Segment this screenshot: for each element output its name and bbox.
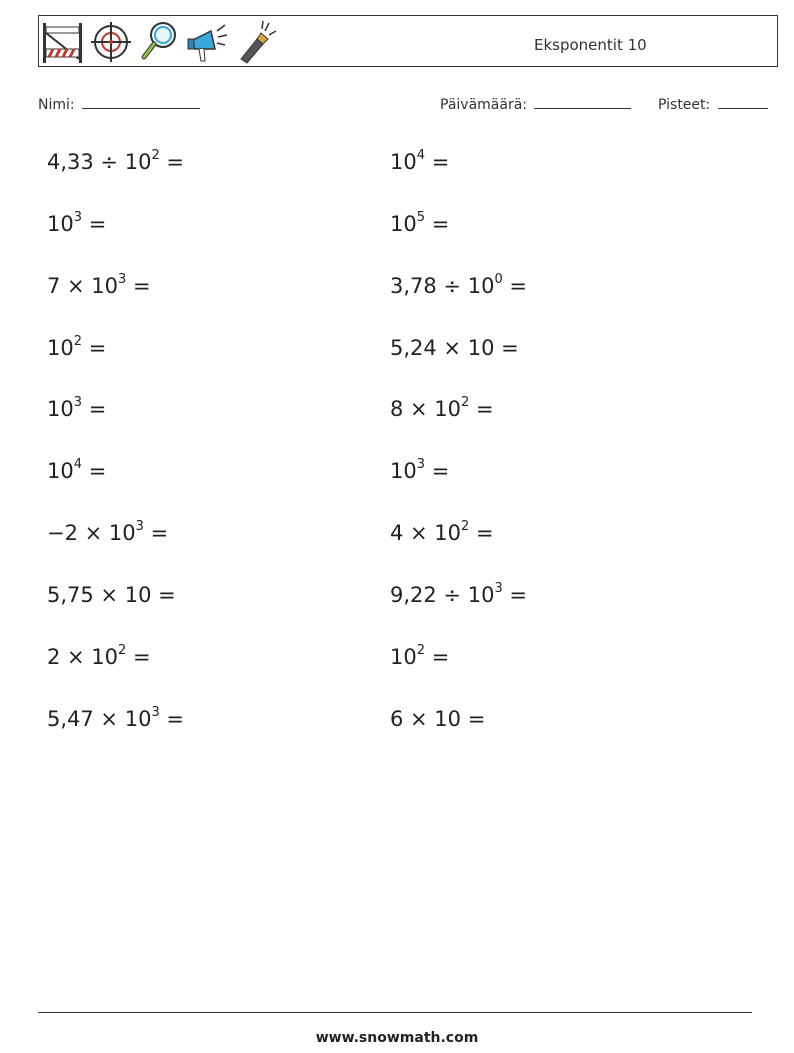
score-label: Pisteet:: [658, 97, 711, 113]
name-label: Nimi:: [38, 97, 75, 113]
problem-20: 6 × 10 =: [390, 707, 486, 731]
problem-3: $10^3$ =: [47, 210, 107, 236]
problem-2: $10^4$ =: [390, 148, 450, 174]
problem-7: $10^2$ =: [47, 334, 107, 360]
problem-8: 5,24 × 10 =: [390, 336, 519, 360]
date-label: Päivämäärä:: [440, 97, 527, 113]
problem-4: $10^5$ =: [390, 210, 450, 236]
problem-5: $7 \times 10^3$ =: [47, 272, 151, 298]
page-title: Eksponentit 10: [534, 36, 647, 54]
problem-6: $3,78 \div 10^0$ =: [390, 272, 527, 298]
footer-site[interactable]: www.snowmath.com: [315, 1030, 479, 1046]
problem-9: $10^3$ =: [47, 395, 107, 421]
problem-12: $10^3$ =: [390, 457, 450, 483]
problem-1: $4,33 \div 10^2$ =: [47, 148, 184, 174]
footer-divider: [38, 1012, 752, 1013]
problem-13: $-2 \times 10^3$ =: [47, 519, 169, 545]
problem-11: $10^4$ =: [47, 457, 107, 483]
problem-14: $4 \times 10^2$ =: [390, 519, 494, 545]
problem-17: $2 \times 10^2$ =: [47, 643, 151, 669]
problem-19: $5,47 \times 10^3$ =: [47, 705, 184, 731]
problem-18: $10^2$ =: [390, 643, 450, 669]
problem-16: $9,22 \div 10^3$ =: [390, 581, 527, 607]
problem-15: 5,75 × 10 =: [47, 583, 176, 607]
problem-10: $8 \times 10^2$ =: [390, 395, 494, 421]
